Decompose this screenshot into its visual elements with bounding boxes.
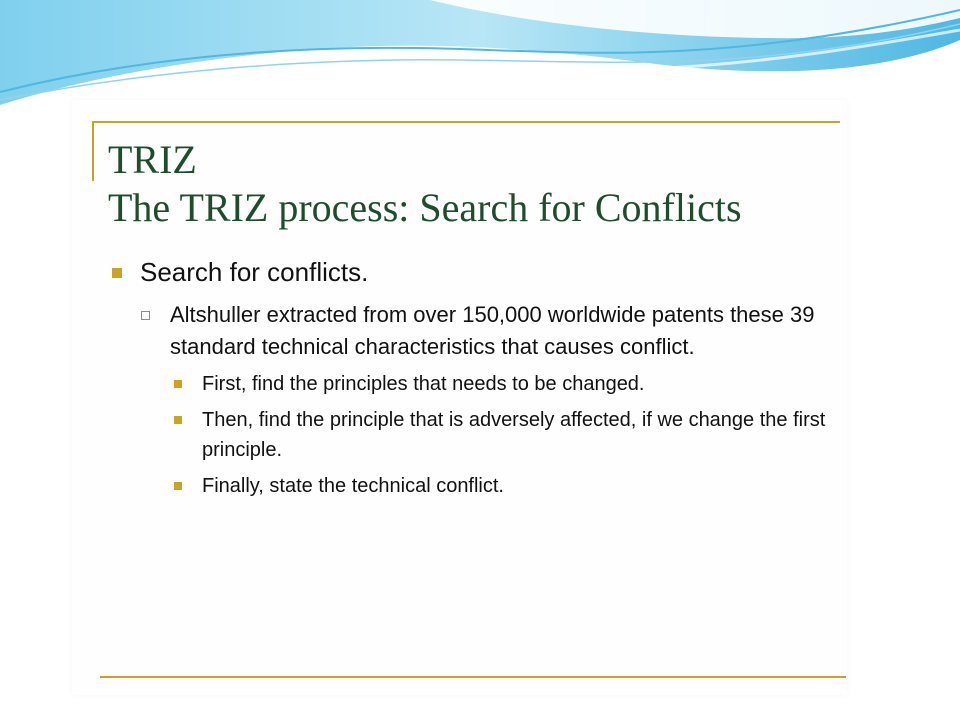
square-bullet-icon (174, 380, 182, 388)
bullet-text: First, find the principles that needs to be changed. (202, 373, 645, 395)
left-accent-bar (92, 121, 94, 181)
bullet-level-3 (108, 405, 843, 465)
bullet-text: Then, find the principle that is adversely affected, if we change the first principle. (202, 409, 826, 461)
bullet-level-3 (108, 471, 843, 501)
top-divider (92, 121, 840, 123)
bullet-level-1 (108, 255, 843, 289)
bullet-level-3 (108, 369, 843, 399)
bullet-text: Finally, state the technical conflict. (202, 475, 504, 497)
bullet-level-2 (108, 299, 843, 363)
hollow-square-bullet-icon (141, 311, 150, 320)
bullet-text: Altshuller extracted from over 150,000 worldwide patents these 39 standard technical characteristics that causes conflict. (170, 302, 815, 359)
slide-body (108, 255, 843, 501)
title-line-1: TRIZ (108, 137, 197, 182)
square-bullet-icon (112, 268, 122, 278)
bottom-divider (100, 676, 846, 678)
bullet-text: Search for conflicts. (140, 257, 369, 287)
square-bullet-icon (174, 416, 182, 424)
title-line-2: The TRIZ process: Search for Conflicts (108, 185, 742, 230)
slide-title (108, 136, 828, 232)
square-bullet-icon (174, 482, 182, 490)
